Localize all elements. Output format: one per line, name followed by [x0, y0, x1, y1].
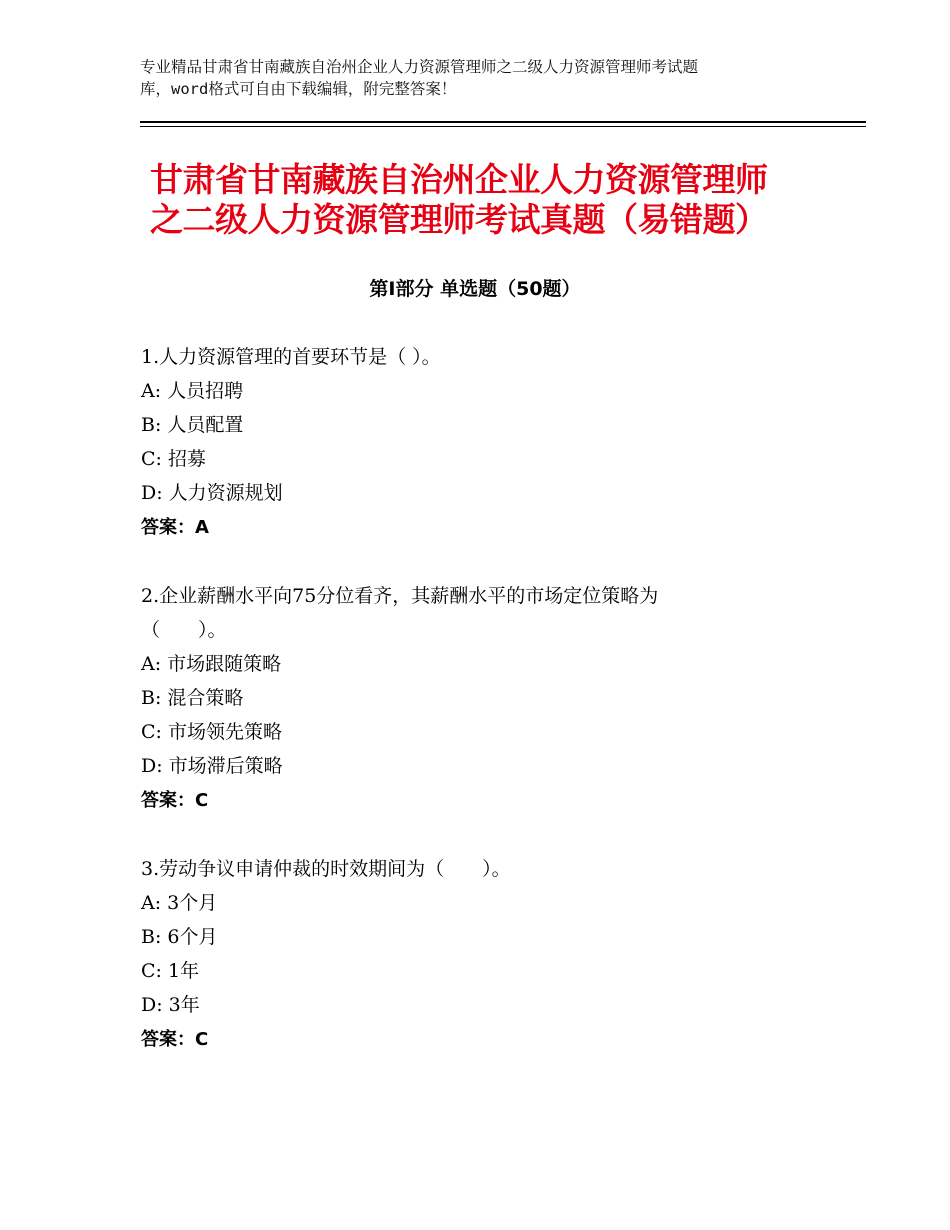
document-header-note: [140, 56, 830, 100]
question-3-stem: 3.劳动争议申请仲裁的时效期间为（ ）。: [141, 858, 511, 880]
header-note-line-2: 库，word格式可自由下载编辑，附完整答案！: [140, 80, 457, 98]
question-1-option-b: B: 人员配置: [141, 414, 244, 436]
section-heading: 第Ⅰ部分 单选题（50题）: [369, 278, 581, 300]
document-title: [150, 160, 850, 240]
question-2-option-b: B: 混合策略: [141, 687, 244, 709]
question-1-stem: 1.人力资源管理的首要环节是（ ）。: [141, 346, 441, 368]
question-1-option-a: A: 人员招聘: [141, 380, 244, 402]
question-2-answer: 答案：C: [141, 790, 209, 811]
question-3-answer: 答案：C: [141, 1029, 209, 1050]
question-1-answer: 答案：A: [141, 517, 209, 538]
question-2-option-a: A: 市场跟随策略: [141, 653, 282, 675]
header-divider-thick: [140, 121, 866, 123]
question-2-stem: 2.企业薪酬水平向75分位看齐，其薪酬水平的市场定位策略为: [141, 585, 659, 607]
question-2-stem-continued: （ ）。: [141, 619, 227, 641]
question-3-option-a: A: 3个月: [141, 892, 218, 914]
question-3-option-c: C: 1年: [141, 960, 200, 982]
question-3-option-b: B: 6个月: [141, 926, 218, 948]
title-line-2: 之二级人力资源管理师考试真题（易错题）: [150, 200, 768, 239]
question-2-option-c: C: 市场领先策略: [141, 721, 282, 743]
question-1-option-d: D: 人力资源规划: [141, 482, 283, 504]
header-divider-thin: [140, 126, 866, 127]
question-3-option-d: D: 3年: [141, 994, 200, 1016]
question-1-option-c: C: 招募: [141, 448, 206, 470]
question-2-option-d: D: 市场滞后策略: [141, 755, 283, 777]
title-line-1: 甘肃省甘南藏族自治州企业人力资源管理师: [150, 160, 768, 199]
header-note-line-1: 专业精品甘肃省甘南藏族自治州企业人力资源管理师之二级人力资源管理师考试题: [140, 58, 699, 76]
